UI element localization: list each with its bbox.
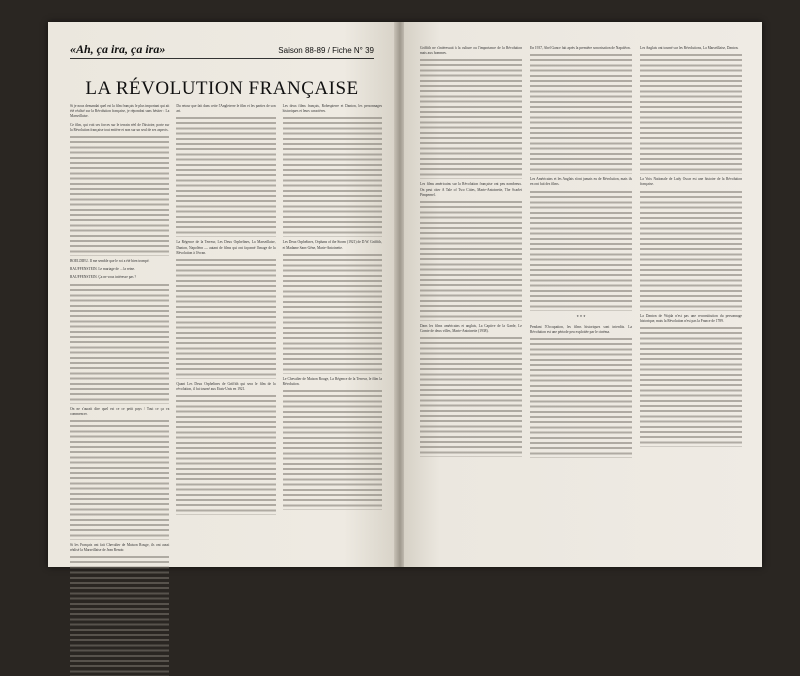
section-separator-stars: * * * bbox=[576, 314, 586, 321]
paragraph: La Danton de Wajda n'est pas une reconstitution du personnage historique, mais la Révolution n'est pas la France de 1789. bbox=[640, 313, 742, 323]
paragraph: Les Anglais ont tourné sur les Révolutions, La Marseillaise, Danton. bbox=[640, 46, 739, 50]
poem-lines: On ne s'aurait dire quel est ce ce petit pays / Tout ce ça va commencer. bbox=[70, 406, 170, 416]
left-column-3 bbox=[283, 104, 382, 549]
paragraph: En 1937, Abel Gance fait après la première sonorisation de Napoléon. bbox=[530, 46, 631, 50]
paragraph: Si les Français ont fait Chevalier de Maison Rouge, ils ont aussi réalisé la Marseillaise de Jean Renoir. bbox=[70, 543, 170, 553]
paragraph: Dans les films américains et anglais, La Captive de la Garde, Le Comte de deux villes, Marie-Antoinette (1938). bbox=[420, 324, 522, 334]
paragraph: Du retour que fait dans cette l'Angleterre le film et les parties de son art. bbox=[176, 104, 276, 114]
paragraph: Les Deux Orphelines, Orphans of the Storm (1921) de D.W. Griffith, et Madame Sans-Gêne, Marie-Antoinette. bbox=[282, 240, 382, 250]
left-column-1 bbox=[70, 104, 170, 553]
dense-text-block bbox=[70, 284, 169, 404]
paragraph: Quant Les Deux Orphelines de Griffith qui sera le film de la révolution, il fut tourné aux Etats-Unis en 1921. bbox=[176, 382, 276, 392]
paragraph: Pendant l'Occupation, les films historiques sont interdits. La Révolution est une période peu exploitée par le cinéma. bbox=[530, 324, 632, 334]
dialogue-line: RAUFFENSTEIN. Le mariage de ... la reine. bbox=[70, 267, 135, 272]
dense-text-block bbox=[283, 254, 382, 374]
right-page bbox=[404, 22, 762, 567]
dialogue-line: RAUFFENSTEIN. Ça ne vous intéresse pas ? bbox=[70, 275, 136, 280]
dense-text-block bbox=[640, 191, 742, 311]
season-issue-label: Saison 88-89 / Fiche N° 39 bbox=[278, 46, 374, 55]
article-title: LA RÉVOLUTION FRANÇAISE bbox=[85, 78, 359, 99]
dense-text-block bbox=[176, 259, 275, 379]
dense-text-block bbox=[640, 54, 742, 174]
paragraph: La Régence de la Terreur, Les Deux Orphelines, La Marseillaise, Danton, Napoléon — autant de films qui ont façonné l'image de la Révolution à l'écran. bbox=[176, 240, 276, 255]
dense-text-block bbox=[420, 59, 522, 179]
right-column-2 bbox=[530, 46, 632, 549]
dialogue-line: BOELDIEU. Il me semble que le roi a été bien trompé. bbox=[70, 259, 150, 264]
dense-text-block bbox=[640, 327, 742, 447]
dense-text-block bbox=[70, 556, 169, 676]
paragraph: Griffith ne s'intéressait à la culture ou l'importance de la Révolution mais aux hommes. bbox=[420, 46, 522, 56]
dense-text-block bbox=[70, 136, 169, 256]
paragraph: Les deux films français, Robespierre et Danton, les personnages historiques et leurs caractères. bbox=[282, 104, 382, 114]
right-column-3 bbox=[640, 46, 742, 549]
dense-text-block bbox=[420, 337, 522, 457]
paragraph: Les Américains et les Anglais n'ont jamais eu de Révolution, mais ils en ont fait des films. bbox=[530, 177, 632, 187]
paragraph: Ce film, qui voit ses forces sur le terrain réel de l'histoire, porte sur la Révolution française tout entière et non sur un seul de ses aspects. bbox=[70, 122, 170, 132]
left-page bbox=[48, 22, 396, 567]
left-column-2 bbox=[176, 104, 275, 549]
paragraph: Si je nous demandai quel est la film français le plus important qui ait été réalisé sur la Révolution française, je répondrai sans hésiter : La Marseillaise. bbox=[70, 104, 170, 119]
paragraph: Le Chevalier de Maison Rouge, La Régence de la Terreur, le film la Révolution. bbox=[282, 376, 382, 387]
left-columns bbox=[70, 104, 382, 553]
dense-text-block bbox=[283, 390, 382, 510]
dense-text-block bbox=[420, 201, 522, 321]
header-rule bbox=[70, 58, 374, 59]
paragraph: La Voix Nationale de Lady Oscar est une histoire de la Révolution française. bbox=[640, 177, 742, 187]
dense-text-block bbox=[70, 420, 169, 540]
dense-text-block bbox=[530, 338, 632, 458]
dense-text-block bbox=[283, 117, 382, 237]
right-columns bbox=[420, 46, 742, 549]
dense-text-block bbox=[176, 117, 275, 237]
right-column-1 bbox=[420, 46, 522, 549]
magazine-spread bbox=[48, 22, 762, 567]
dense-text-block bbox=[176, 395, 275, 515]
paragraph: Les films américains sur la Révolution française ont peu nombreux. On peut citer A Tale of Two Cities, Marie-Antoinette, The Scarlet Pimpernel. bbox=[420, 182, 522, 197]
running-title: «Ah, ça ira, ça ira» bbox=[70, 42, 166, 56]
dense-text-block bbox=[530, 54, 632, 174]
dense-text-block bbox=[530, 191, 632, 311]
